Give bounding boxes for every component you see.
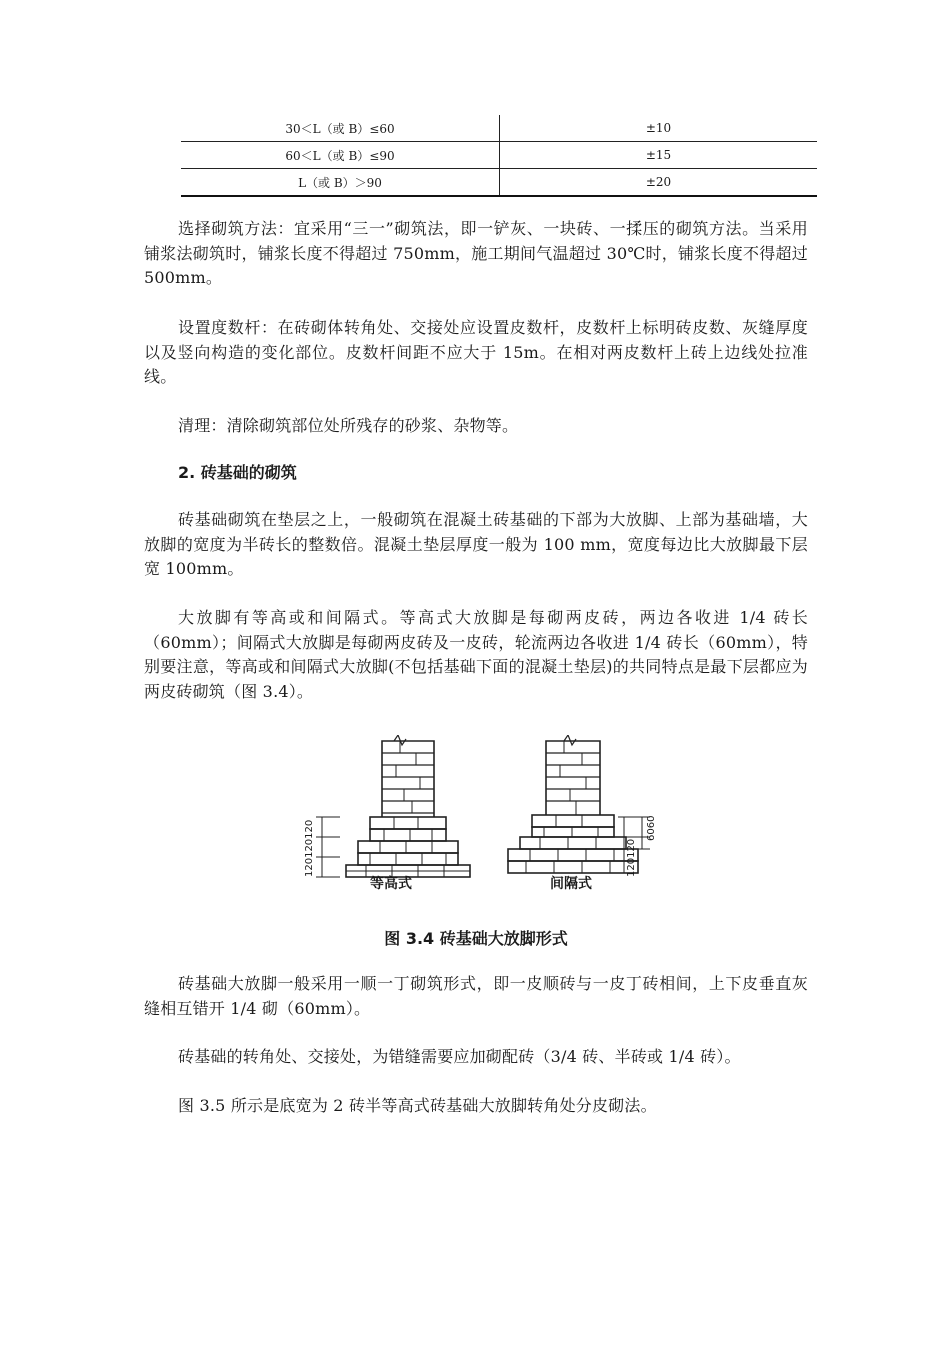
table-row — [181, 142, 817, 169]
table-cell-tolerance: ±15 — [500, 142, 818, 169]
paragraph-masonry-method: 选择砌筑方法：宜采用“三一”砌筑法，即一铲灰、一块砖、一揉压的砌筑方法。当采用铺浆法砌筑时，铺浆长度不得超过 750mm，施工期间气温超过 30℃时，铺浆长度不得超过 500mm。 — [144, 219, 808, 287]
paragraph-bond-pattern: 砖基础大放脚一般采用一顺一丁砌筑形式，即一皮顺砖与一皮丁砖相间，上下皮垂直灰缝相互错开 1/4 砌（60mm）。 — [144, 974, 808, 1018]
tolerance-table — [181, 115, 817, 197]
table-cell-range: 30＜L（或 B）≤60 — [181, 115, 500, 142]
figure-caption: 图 3.4 砖基础大放脚形式 — [384, 929, 568, 948]
table-cell-tolerance: ±20 — [500, 169, 818, 197]
equal-height-label: 等高式 — [370, 876, 412, 892]
table-cell-range: 60＜L（或 B）≤90 — [181, 142, 500, 169]
table-cell-range: L（或 B）＞90 — [181, 169, 500, 197]
table-cell-tolerance: ±10 — [500, 115, 818, 142]
footing-drawing — [300, 735, 660, 895]
paragraph-figure-reference: 图 3.5 所示是底宽为 2 砖半等高式砖基础大放脚转角处分皮砌法。 — [178, 1096, 657, 1115]
paragraph-cleaning: 清理：清除砌筑部位处所残存的砂浆、杂物等。 — [178, 416, 519, 435]
paragraph-story-pole: 设置度数杆：在砖砌体转角处、交接处应设置皮数杆，皮数杆上标明砖皮数、灰缝厚度以及竖向构造的变化部位。皮数杆间距不应大于 15m。在相对两皮数杆上砖上边线处拉准线。 — [144, 318, 808, 386]
table-row — [181, 115, 817, 142]
right-dimension-label-a: 120120 — [626, 838, 637, 877]
table-row — [181, 169, 817, 197]
stepped-label: 间隔式 — [550, 876, 592, 892]
paragraph-footing-types: 大放脚有等高或和间隔式。等高式大放脚是每砌两皮砖，两边各收进 1/4 砖长（60mm）；间隔式大放脚是每砌两皮砖及一皮砖，轮流两边各收进 1/4 砖长（60mm），特别要注意，等高或和间隔式大放脚(不包括基础下面的混凝土垫层)的共同特点是最下层都应为两皮砖砌筑（图 3.4）。 — [144, 608, 808, 701]
left-dimension-label: 120120120 — [304, 819, 315, 877]
section-heading: 2. 砖基础的砌筑 — [178, 463, 297, 482]
paragraph-foundation: 砖基础砌筑在垫层之上，一般砌筑在混凝土砖基础的下部为大放脚、上部为基础墙，大放脚的宽度为半砖长的整数倍。混凝土垫层厚度一般为 100 mm，宽度每边比大放脚最下层宽 100mm。 — [144, 510, 808, 578]
figure-footing-forms — [300, 735, 660, 895]
paragraph-corners: 砖基础的转角处、交接处，为错缝需要应加砌配砖（3/4 砖、半砖或 1/4 砖）。 — [178, 1047, 741, 1066]
equal-height-footing — [316, 735, 470, 877]
right-dimension-label-b: 6060 — [646, 815, 657, 841]
